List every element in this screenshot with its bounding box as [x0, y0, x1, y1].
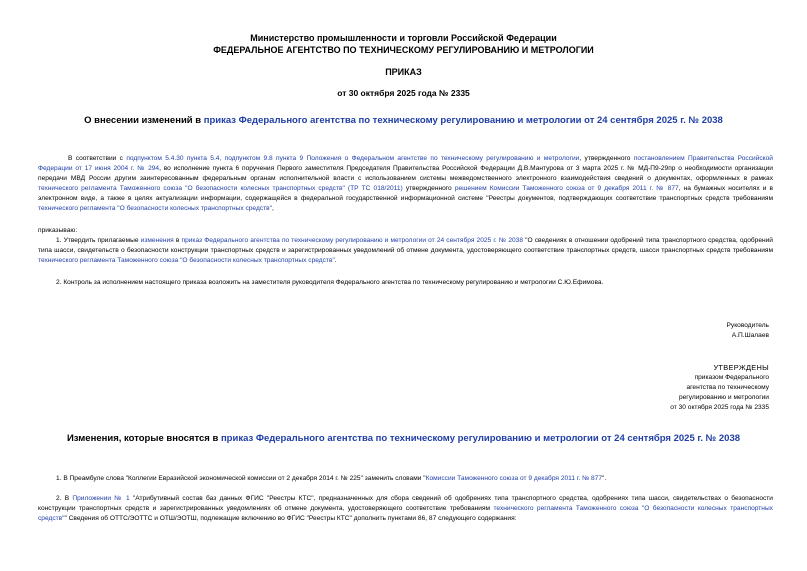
- changes-title-order-link[interactable]: приказ Федерального агентства по техническому регулированию и метрологии от 24 сентября 2025 г. № 2038: [220, 433, 741, 444]
- text: "Атрибутивный состав баз данных ФГИС "Реестры КТС", предназначенных для сбора сведений об одобрениях типа транспортного средства, одобрениях типа шасси, свидетельствах о безопасности конструкции транспортных средств и зарегистрированных уведомлениях об отмене документа, удостоверяющего соответствие требованиям: [38, 495, 773, 512]
- text: 1. В Преамбуле слова "Коллегии Евразийской экономической комиссии от 2 декабря 2014 г. № 225" заменить словами ": [56, 475, 426, 482]
- text: .: [334, 257, 337, 264]
- signature-block: [727, 321, 769, 341]
- tech-regulation-link-3[interactable]: технического регламента Таможенного союза "О безопасности колесных транспортных средств": [38, 257, 335, 264]
- text: , утвержденного: [579, 155, 634, 162]
- text: " Сведения об ОТТС/ЭОТТС и ОТШ/ЭОТШ, подлежащие включению во ФГИС "Реестры КТС" дополнить пунктами 86, 87 следующего содержания:: [64, 515, 517, 522]
- text: "О сведениях в отношении одобрений типа транспортного средства, одобрений типа шасси, свидетельств о безопасности конструкции транспортных средств и зарегистрированных уведомлений об отмене документа, удостоверяющего соответствие транспортных средств, шасси транспортных средств требованиям: [38, 237, 773, 254]
- item-2-paragraph: 2. Контроль за исполнением настоящего приказа возложить на заместителя руководителя Федерального агентства по техническому регулированию и метрологии С.Ю.Ефимова.: [56, 279, 604, 286]
- document-type: ПРИКАЗ: [385, 67, 422, 77]
- preamble-paragraph: [38, 154, 773, 214]
- document-title: [0, 115, 807, 126]
- agency-name: ФЕДЕРАЛЬНОЕ АГЕНТСТВО ПО ТЕХНИЧЕСКОМУ РЕГУЛИРОВАНИЮ И МЕТРОЛОГИИ: [213, 45, 594, 55]
- tech-regulation-link-4[interactable]: технического регламента Таможенного союза "О безопасности колесных транспортных средств": [38, 505, 773, 522]
- title-order-link[interactable]: приказ Федерального агентства по техническому регулированию и метрологии от 24 сентября 2025 г. № 2038: [203, 115, 723, 126]
- approval-block: [600, 363, 769, 413]
- tech-regulation-link-2[interactable]: технического регламента "О безопасности колесных транспортных средств": [38, 205, 272, 212]
- customs-commission-decision-link[interactable]: решением Комиссии Таможенного союза от 9 декабря 2011 г. № 877: [454, 185, 679, 192]
- title-prefix: О внесении изменений в: [84, 115, 204, 126]
- text: в: [173, 237, 182, 244]
- signatory-role: Руководитель: [726, 322, 769, 329]
- approval-title: УТВЕРЖДЕНЫ: [713, 363, 769, 372]
- text: ,: [271, 205, 274, 212]
- order-date-number: от 30 октября 2025 года № 2335: [337, 88, 470, 98]
- change-item-1: [38, 474, 773, 484]
- approval-line: от 30 октября 2025 года № 2335: [670, 404, 769, 411]
- ministry-name: Министерство промышленности и торговли Российской Федерации: [250, 33, 557, 43]
- government-resolution-link[interactable]: постановлением Правительства Российской Федерации от 17 июня 2004 г. № 294: [38, 155, 773, 172]
- approval-line: регулированию и метрологии: [678, 394, 769, 401]
- text: ".: [602, 475, 607, 482]
- approval-line: приказом Федерального: [694, 374, 769, 381]
- appendix-1-link[interactable]: Приложении № 1: [72, 495, 130, 502]
- changes-title: [0, 433, 807, 444]
- approval-line: агентства по техническому: [686, 384, 769, 391]
- text: В соответствии с: [68, 155, 127, 162]
- amended-order-link[interactable]: приказ Федерального агентства по техническому регулированию и метрологии от 24 сентября 2025 г. № 2038: [181, 237, 524, 244]
- text: 1. Утвердить прилагаемые: [56, 237, 141, 244]
- changes-link[interactable]: изменения: [140, 237, 174, 244]
- change-item-2: [38, 494, 773, 524]
- customs-commission-link[interactable]: Комиссии Таможенного союза от 9 декабря 2011 г. № 877: [425, 475, 603, 482]
- title-prefix: Изменения, которые вносятся в: [66, 433, 221, 444]
- signatory-name: А.П.Шалаев: [731, 332, 769, 339]
- tech-regulation-link[interactable]: технического регламента Таможенного союза "О безопасности колесных транспортных средств" (ТР ТС 018/2011): [38, 185, 403, 192]
- text: утвержденного: [402, 185, 455, 192]
- order-word: приказываю:: [38, 227, 78, 234]
- item-1-paragraph: [38, 236, 773, 266]
- regulation-clause-link[interactable]: подпунктом 5.4.30 пункта 5.4, подпунктом 9.8 пункта 9 Положения о Федеральном агентстве по техническому регулированию и метрологии: [126, 155, 580, 162]
- text: , на бумажных носителях и в электронном виде, а также в целях актуализации информации, содержащейся в федеральной государственной информационной системе "Реестры документов, подтверждающих соответствие транспортных средств требованиям: [38, 185, 773, 202]
- text: 2. В: [56, 495, 73, 502]
- text: , во исполнение пункта 6 поручения Первого заместителя Председателя Правительства Российской Федерации Д.В.Мантурова от 3 марта 2025 г. № МД-П9-29пр о необходимости организации передачи МВД России другим заинтересованным федеральным органам исполнительной власти с использованием системы межведомственного электронного взаимодействия сведений о документах, оформленных в рамках: [38, 165, 773, 182]
